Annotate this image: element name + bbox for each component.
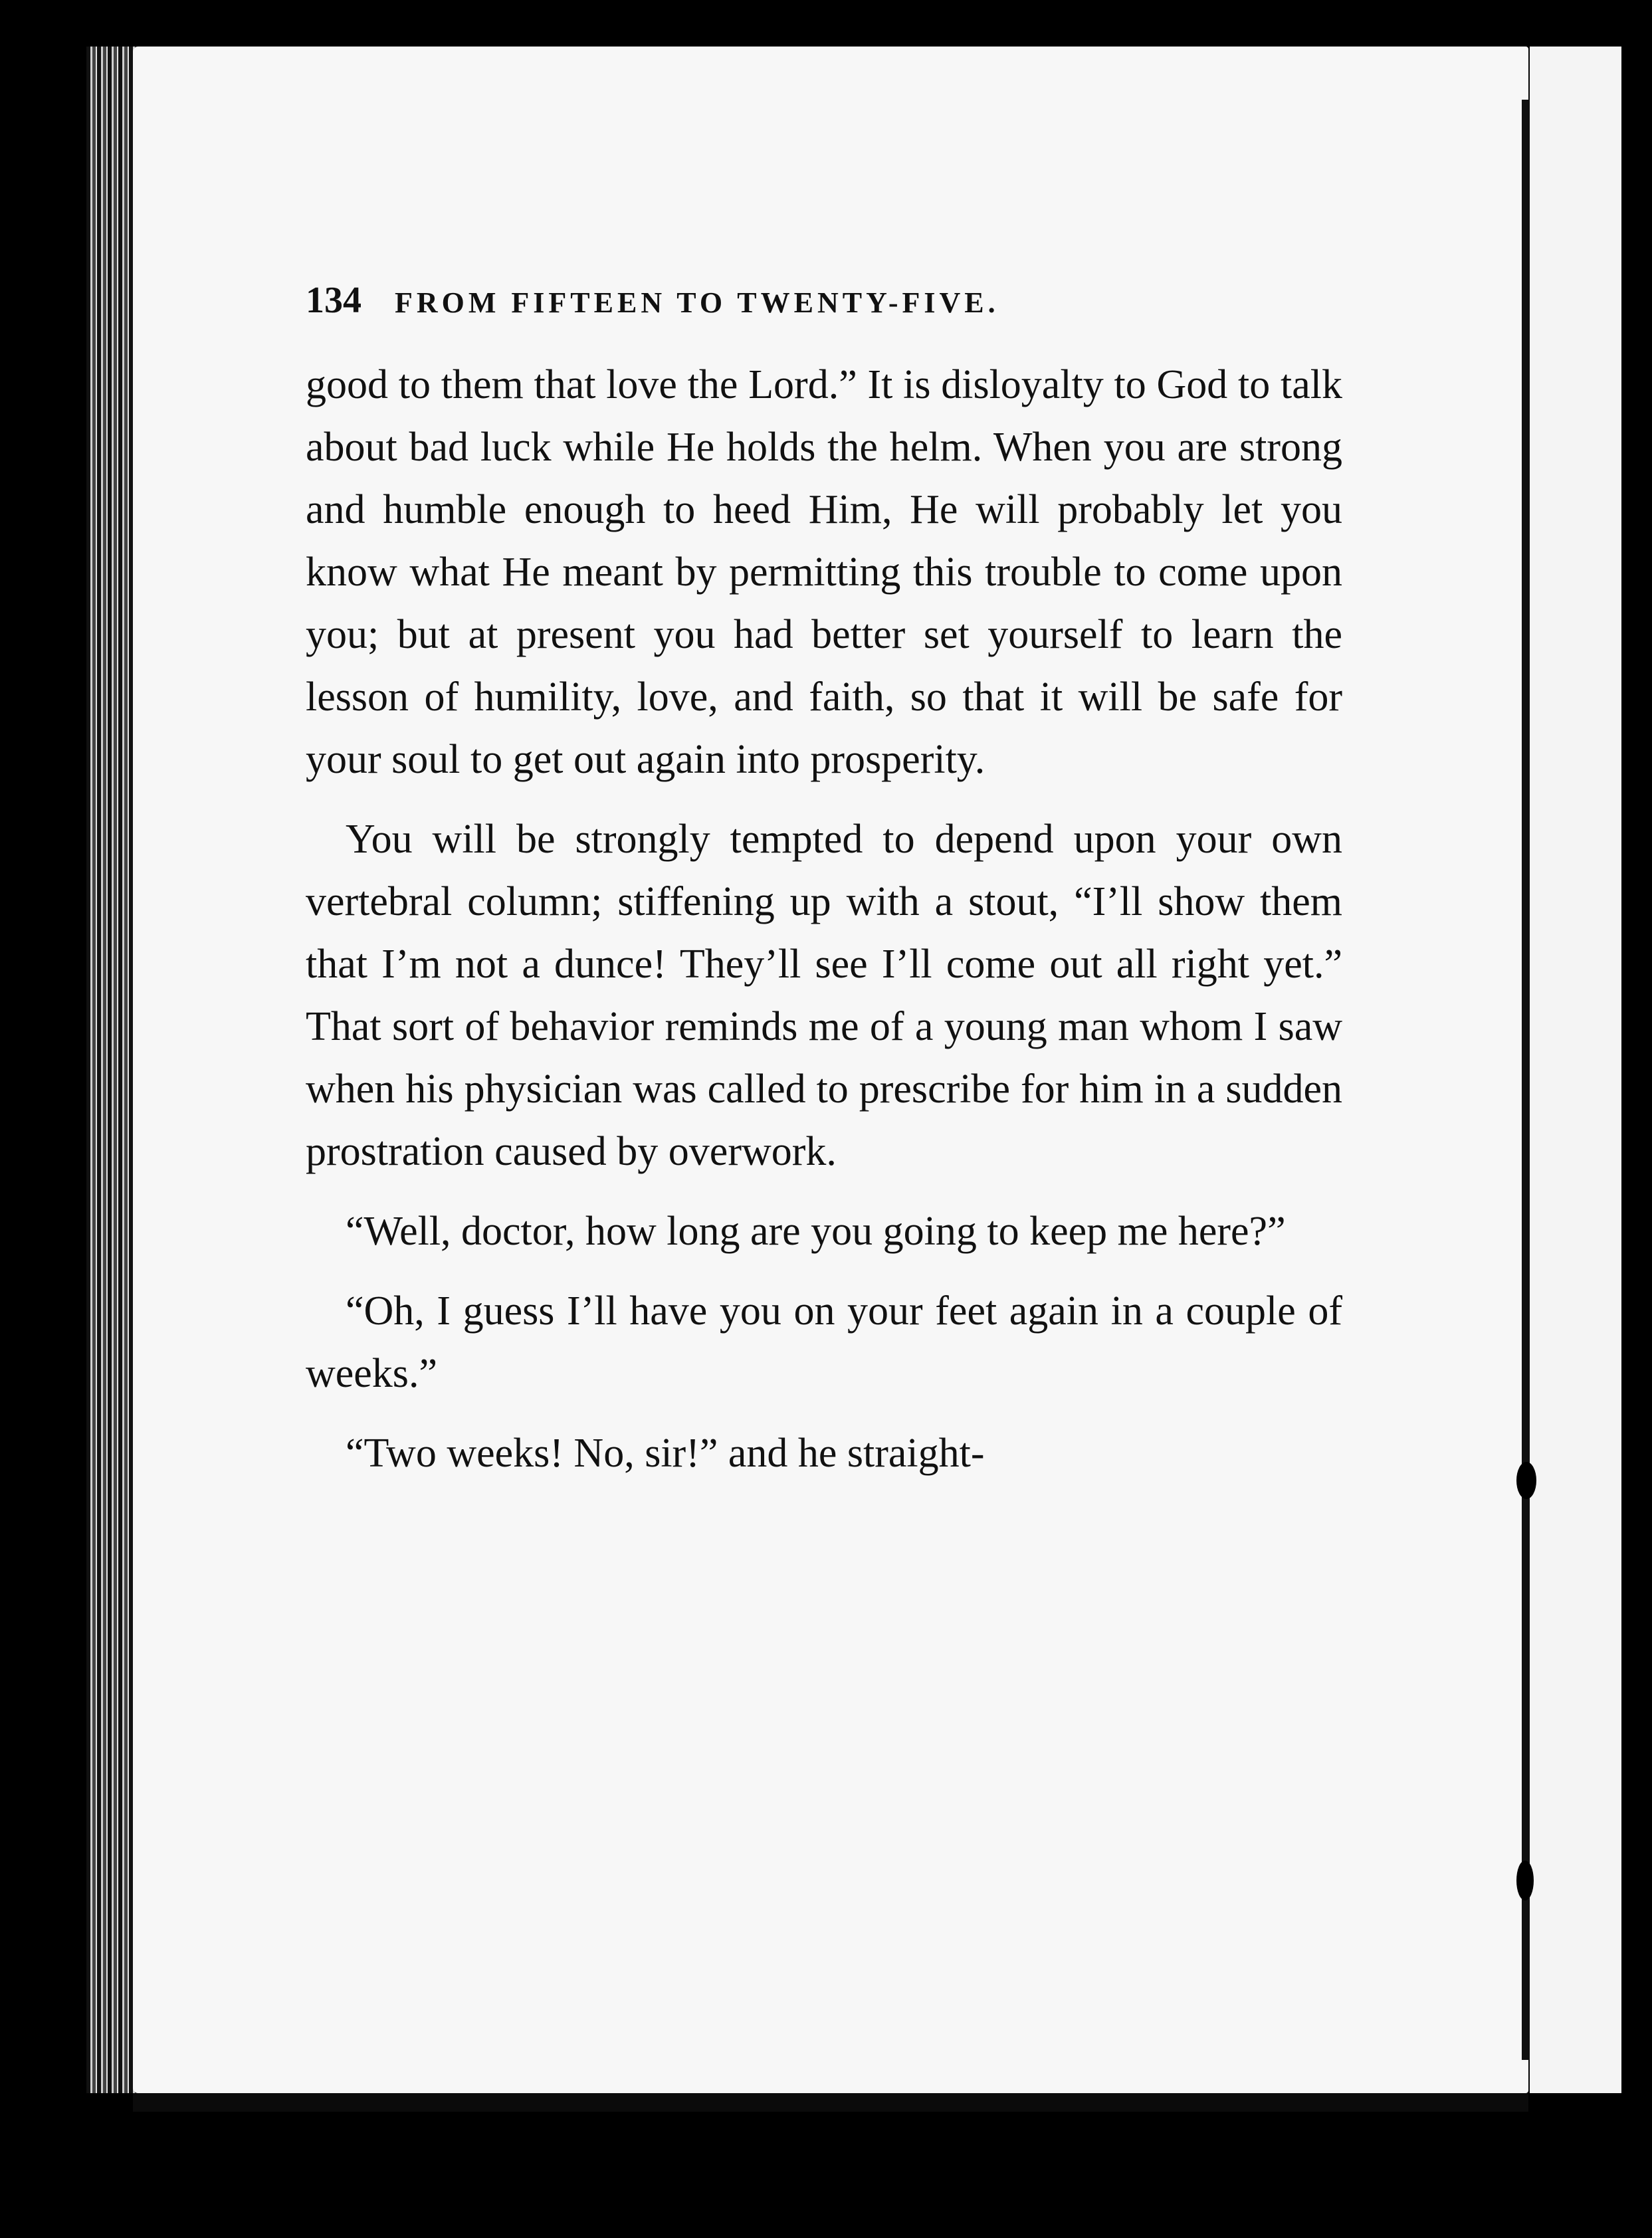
binding-clip-mark [1516,1861,1534,1900]
paragraph: “Oh, I guess I’ll have you on your feet again in a couple of weeks.” [306,1288,1342,1396]
paragraph: You will be strongly tempted to depend upon your own vertebral column; stiffening up with a stout, “I’ll show them that I’m not a dunce! They’ll see I’ll come out all right yet.” That sort of behavior reminds me of a young man whom I saw when his physician was called to prescribe for him in a sudden prostration caused by overwork. [306,817,1342,1174]
page-number: 134 [306,280,361,321]
page-bottom-edge [133,2093,1528,2112]
scan-border [1621,0,1652,2238]
page-text [306,279,1342,1484]
cover-board-edge [1522,100,1530,2060]
running-head [306,279,1342,322]
binding-clip-mark [1516,1462,1536,1499]
running-title: FROM FIFTEEN TO TWENTY-FIVE. [395,286,999,319]
paragraph: “Well, doctor, how long are you going to keep me here?” [346,1209,1286,1254]
paragraph: “Two weeks! No, sir!” and he straight- [346,1431,985,1476]
paragraph: good to them that love the Lord.” It is disloyalty to God to talk about bad luck while He holds the helm. When you are strong and humble enough to heed Him, He will probably let you know what He meant by permitting this trouble to come upon you; but at present you had better set yourself to learn the lesson of humility, love, and faith, so that it will be safe for your soul to get out again into prosperity. [306,362,1342,782]
